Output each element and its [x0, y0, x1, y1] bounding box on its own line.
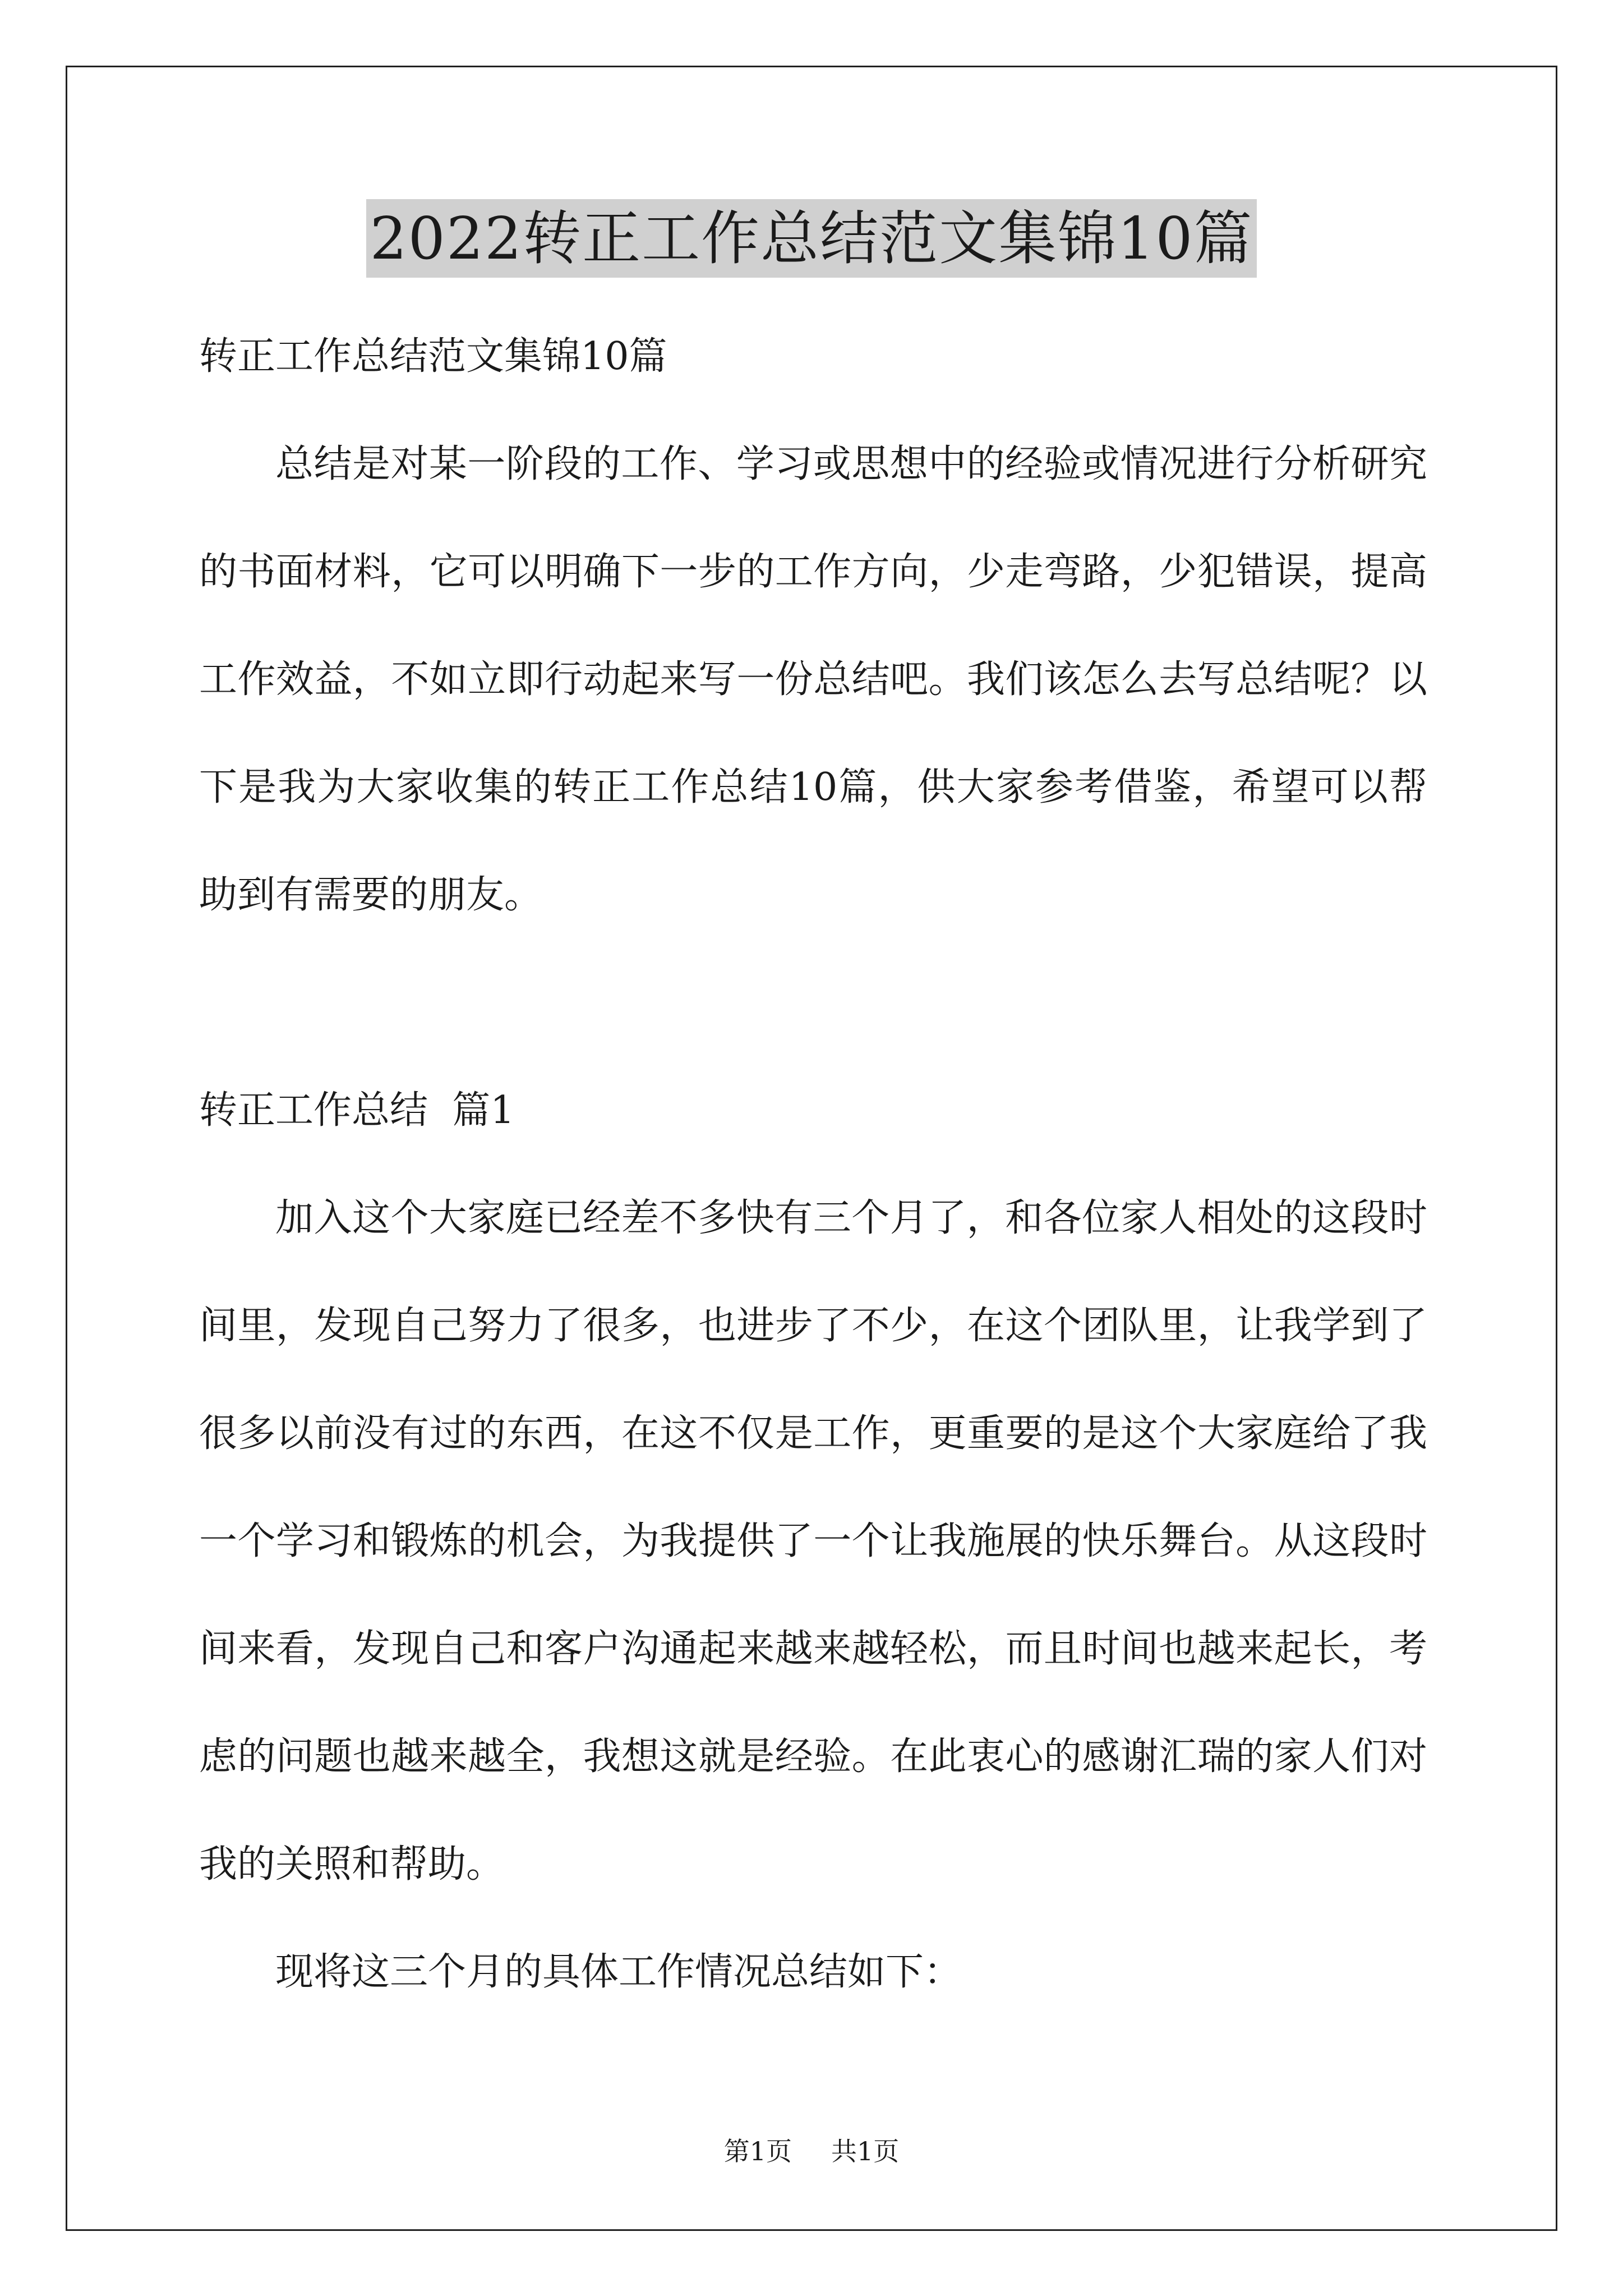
title-container	[0, 199, 1623, 278]
paragraph-spacer	[199, 949, 1427, 1057]
document-subtitle: 转正工作总结范文集锦10篇	[199, 334, 667, 379]
document-body	[199, 303, 1427, 2026]
section-heading: 转正工作总结 篇1	[199, 1088, 515, 1133]
page-total: 共1页	[831, 2136, 900, 2166]
page-number: 第1页	[723, 2136, 792, 2166]
document-title: 2022转正工作总结范文集锦10篇	[366, 199, 1256, 278]
intro-paragraph: 总结是对某一阶段的工作、学习或思想中的经验或情况进行分析研究的书面材料，它可以明确下一步的工作方向，少走弯路，少犯错误，提高工作效益，不如立即行动起来写一份总结吧。我们该怎么去写总结呢？以下是我为大家收集的转正工作总结10篇，供大家参考借鉴，希望可以帮助到有需要的朋友。	[199, 442, 1427, 917]
section-paragraph: 加入这个大家庭已经差不多快有三个月了，和各位家人相处的这段时间里，发现自己努力了很多，也进步了不少，在这个团队里，让我学到了很多以前没有过的东西，在这不仅是工作，更重要的是这个大家庭给了我一个学习和锻炼的机会，为我提供了一个让我施展的快乐舞台。从这段时间来看，发现自己和客户沟通起来越来越轻松，而且时间也越来起长，考虑的问题也越来越全，我想这就是经验。在此衷心的感谢汇瑞的家人们对我的关照和帮助。	[199, 1196, 1427, 1887]
page-footer	[0, 2134, 1623, 2168]
section-followup-paragraph: 现将这三个月的具体工作情况总结如下：	[275, 1950, 962, 1994]
